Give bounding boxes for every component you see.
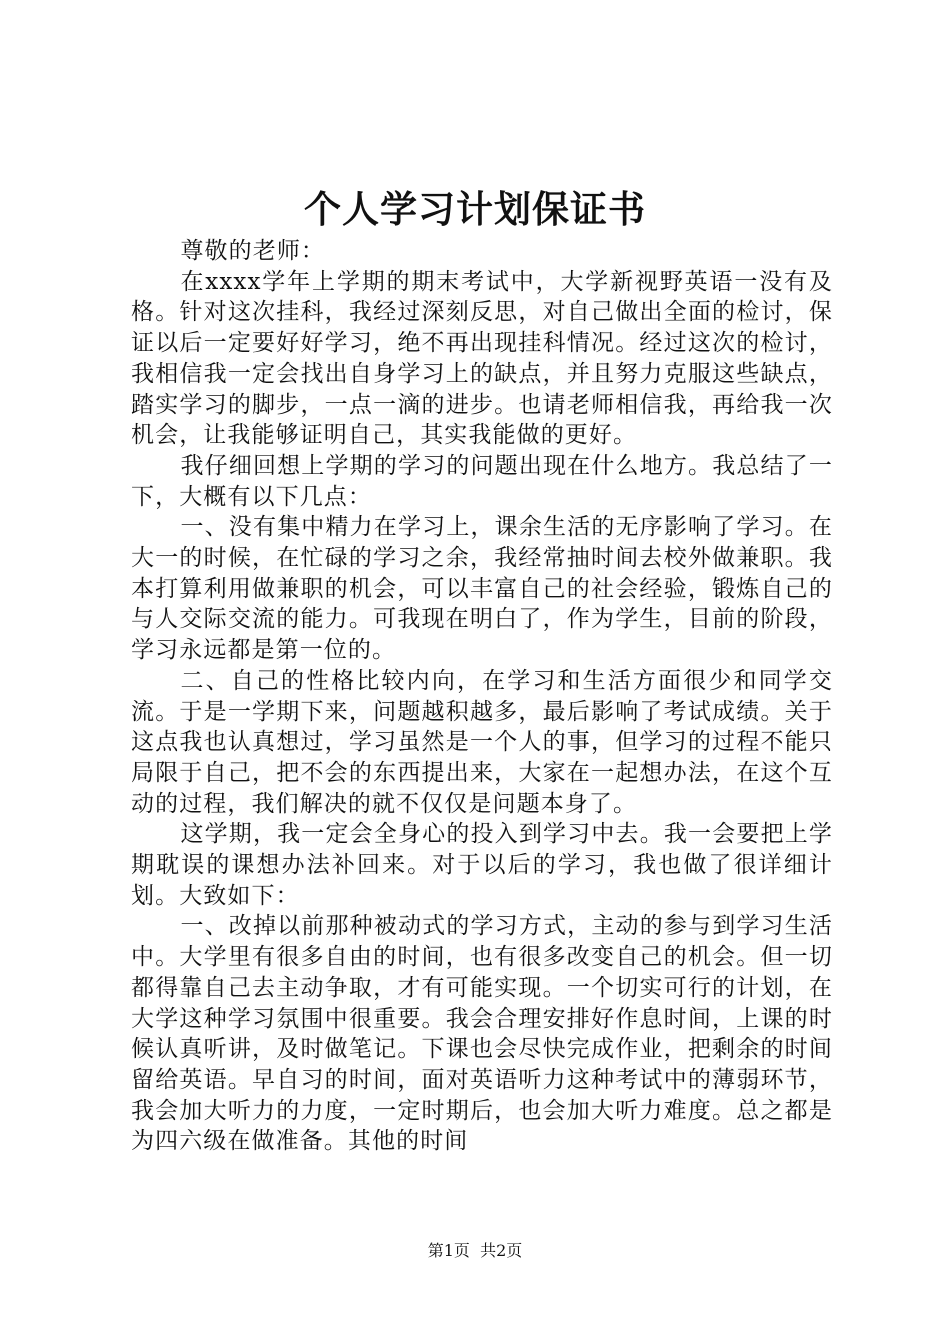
document-title: 个人学习计划保证书: [304, 187, 646, 231]
salutation: 尊敬的老师：: [180, 238, 326, 264]
page-number: 第1页: [427, 1241, 470, 1260]
paragraph: 一、改掉以前那种被动式的学习方式，主动的参与到学习生活中。大学里有很多自由的时间，也有很多改变自己的机会。但一切都得靠自己去主动争取，才有可能实现。一个切实可行的计划，在大学这种学习氛围中很重要。我会合理安排好作息时间，上课的时候认真听讲，及时做笔记。下课也会尽快完成作业，把剩余的时间留给英语。早自习的时间，面对英语听力这种考试中的薄弱环节，我会加大听力的力度，一定时期后，也会加大听力难度。总之都是为四六级在做准备。其他的时间: [131, 913, 833, 1155]
paragraph: 二、自己的性格比较内向，在学习和生活方面很少和同学交流。于是一学期下来，问题越积越多，最后影响了考试成绩。关于这点我也认真想过，学习虽然是一个人的事，但学习的过程不能只局限于自己，把不会的东西提出来，大家在一起想办法，在这个互动的过程，我们解决的就不仅仅是问题本身了。: [131, 667, 833, 817]
paragraph: 一、没有集中精力在学习上，课余生活的无序影响了学习。在大一的时候，在忙碌的学习之余，我经常抽时间去校外做兼职。我本打算利用做兼职的机会，可以丰富自己的社会经验，锻炼自己的与人交际交流的能力。可我现在明白了，作为学生，目前的阶段，学习永远都是第一位的。: [131, 514, 833, 664]
page-footer: [0, 1240, 950, 1262]
page-total: 共2页: [480, 1241, 523, 1260]
paragraph: 在xxxx学年上学期的期末考试中，大学新视野英语一没有及格。针对这次挂科，我经过深刻反思，对自己做出全面的检讨，保证以后一定要好好学习，绝不再出现挂科情况。经过这次的检讨，我相信我一定会找出自身学习上的缺点，并且努力克服这些缺点，踏实学习的脚步，一点一滴的进步。也请老师相信我，再给我一次机会，让我能够证明自己，其实我能做的更好。: [131, 268, 833, 449]
paragraph: 这学期，我一定会全身心的投入到学习中去。我一会要把上学期耽误的课想办法补回来。对于以后的学习，我也做了很详细计划。大致如下：: [131, 821, 833, 909]
paragraph: 我仔细回想上学期的学习的问题出现在什么地方。我总结了一下，大概有以下几点：: [131, 452, 833, 510]
document-body: [131, 236, 833, 1157]
